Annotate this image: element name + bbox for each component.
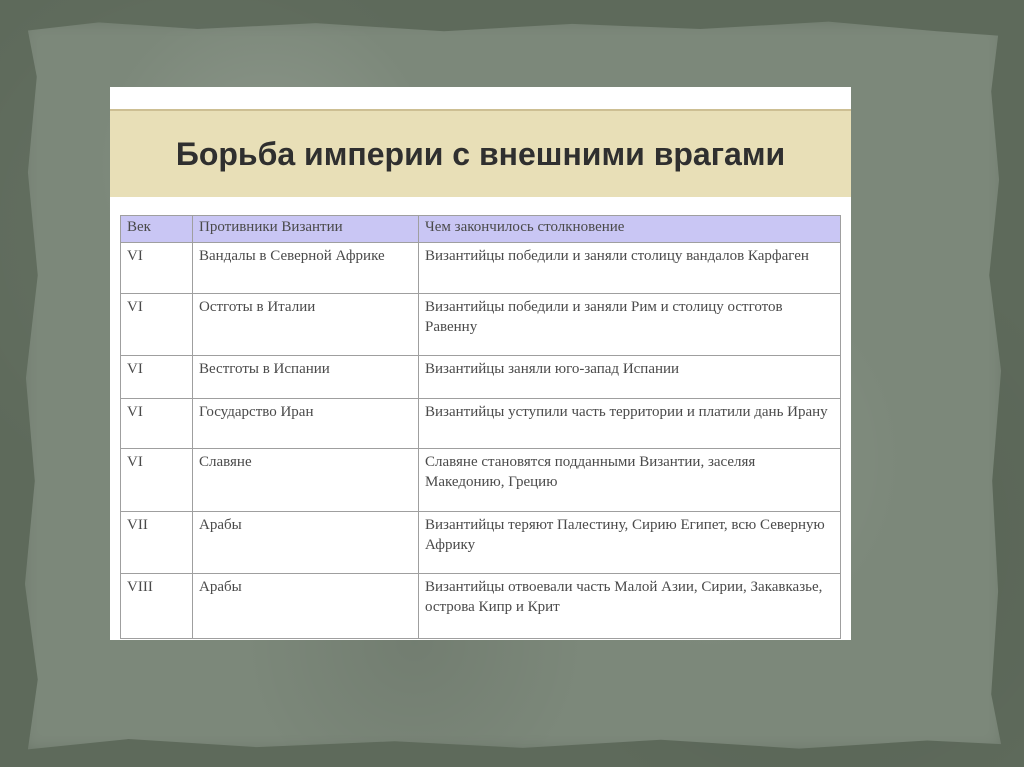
enemy-header: Противники Византии [193,216,419,243]
table-header-row [121,216,841,243]
history-table-wrapper [120,215,841,639]
enemy-cell: Вандалы в Северной Африке [193,243,419,294]
century-cell: VI [121,356,193,398]
century-cell: VIII [121,574,193,639]
result-cell: Византийцы теряют Палестину, Сирию Египет, всю Северную Африку [419,511,841,574]
enemy-cell: Вестготы в Испании [193,356,419,398]
table-row [121,356,841,398]
table-row [121,398,841,449]
century-header: Век [121,216,193,243]
table-row [121,293,841,356]
result-cell: Византийцы отвоевали часть Малой Азии, Сирии, Закавказье, острова Кипр и Крит [419,574,841,639]
table-row [121,511,841,574]
enemy-cell: Государство Иран [193,398,419,449]
century-cell: VI [121,293,193,356]
result-header: Чем закончилось столкновение [419,216,841,243]
enemy-cell: Арабы [193,511,419,574]
table-row [121,574,841,639]
century-cell: VII [121,511,193,574]
result-cell: Византийцы уступили часть территории и платили дань Ирану [419,398,841,449]
enemy-cell: Славяне [193,449,419,512]
result-cell: Византийцы победили и заняли столицу вандалов Карфаген [419,243,841,294]
slide-title: Борьба империи с внешними врагами [175,136,786,172]
result-cell: Византийцы победили и заняли Рим и столицу остготов Равенну [419,293,841,356]
result-cell: Славяне становятся подданными Византии, заселяя Македонию, Грецию [419,449,841,512]
enemy-cell: Арабы [193,574,419,639]
century-cell: VI [121,243,193,294]
result-cell: Византийцы заняли юго-запад Испании [419,356,841,398]
title-bar [110,109,851,197]
century-cell: VI [121,398,193,449]
slide-panel [110,87,851,640]
enemy-cell: Остготы в Италии [193,293,419,356]
century-cell: VI [121,449,193,512]
history-table [120,215,841,639]
table-row [121,243,841,294]
table-row [121,449,841,512]
